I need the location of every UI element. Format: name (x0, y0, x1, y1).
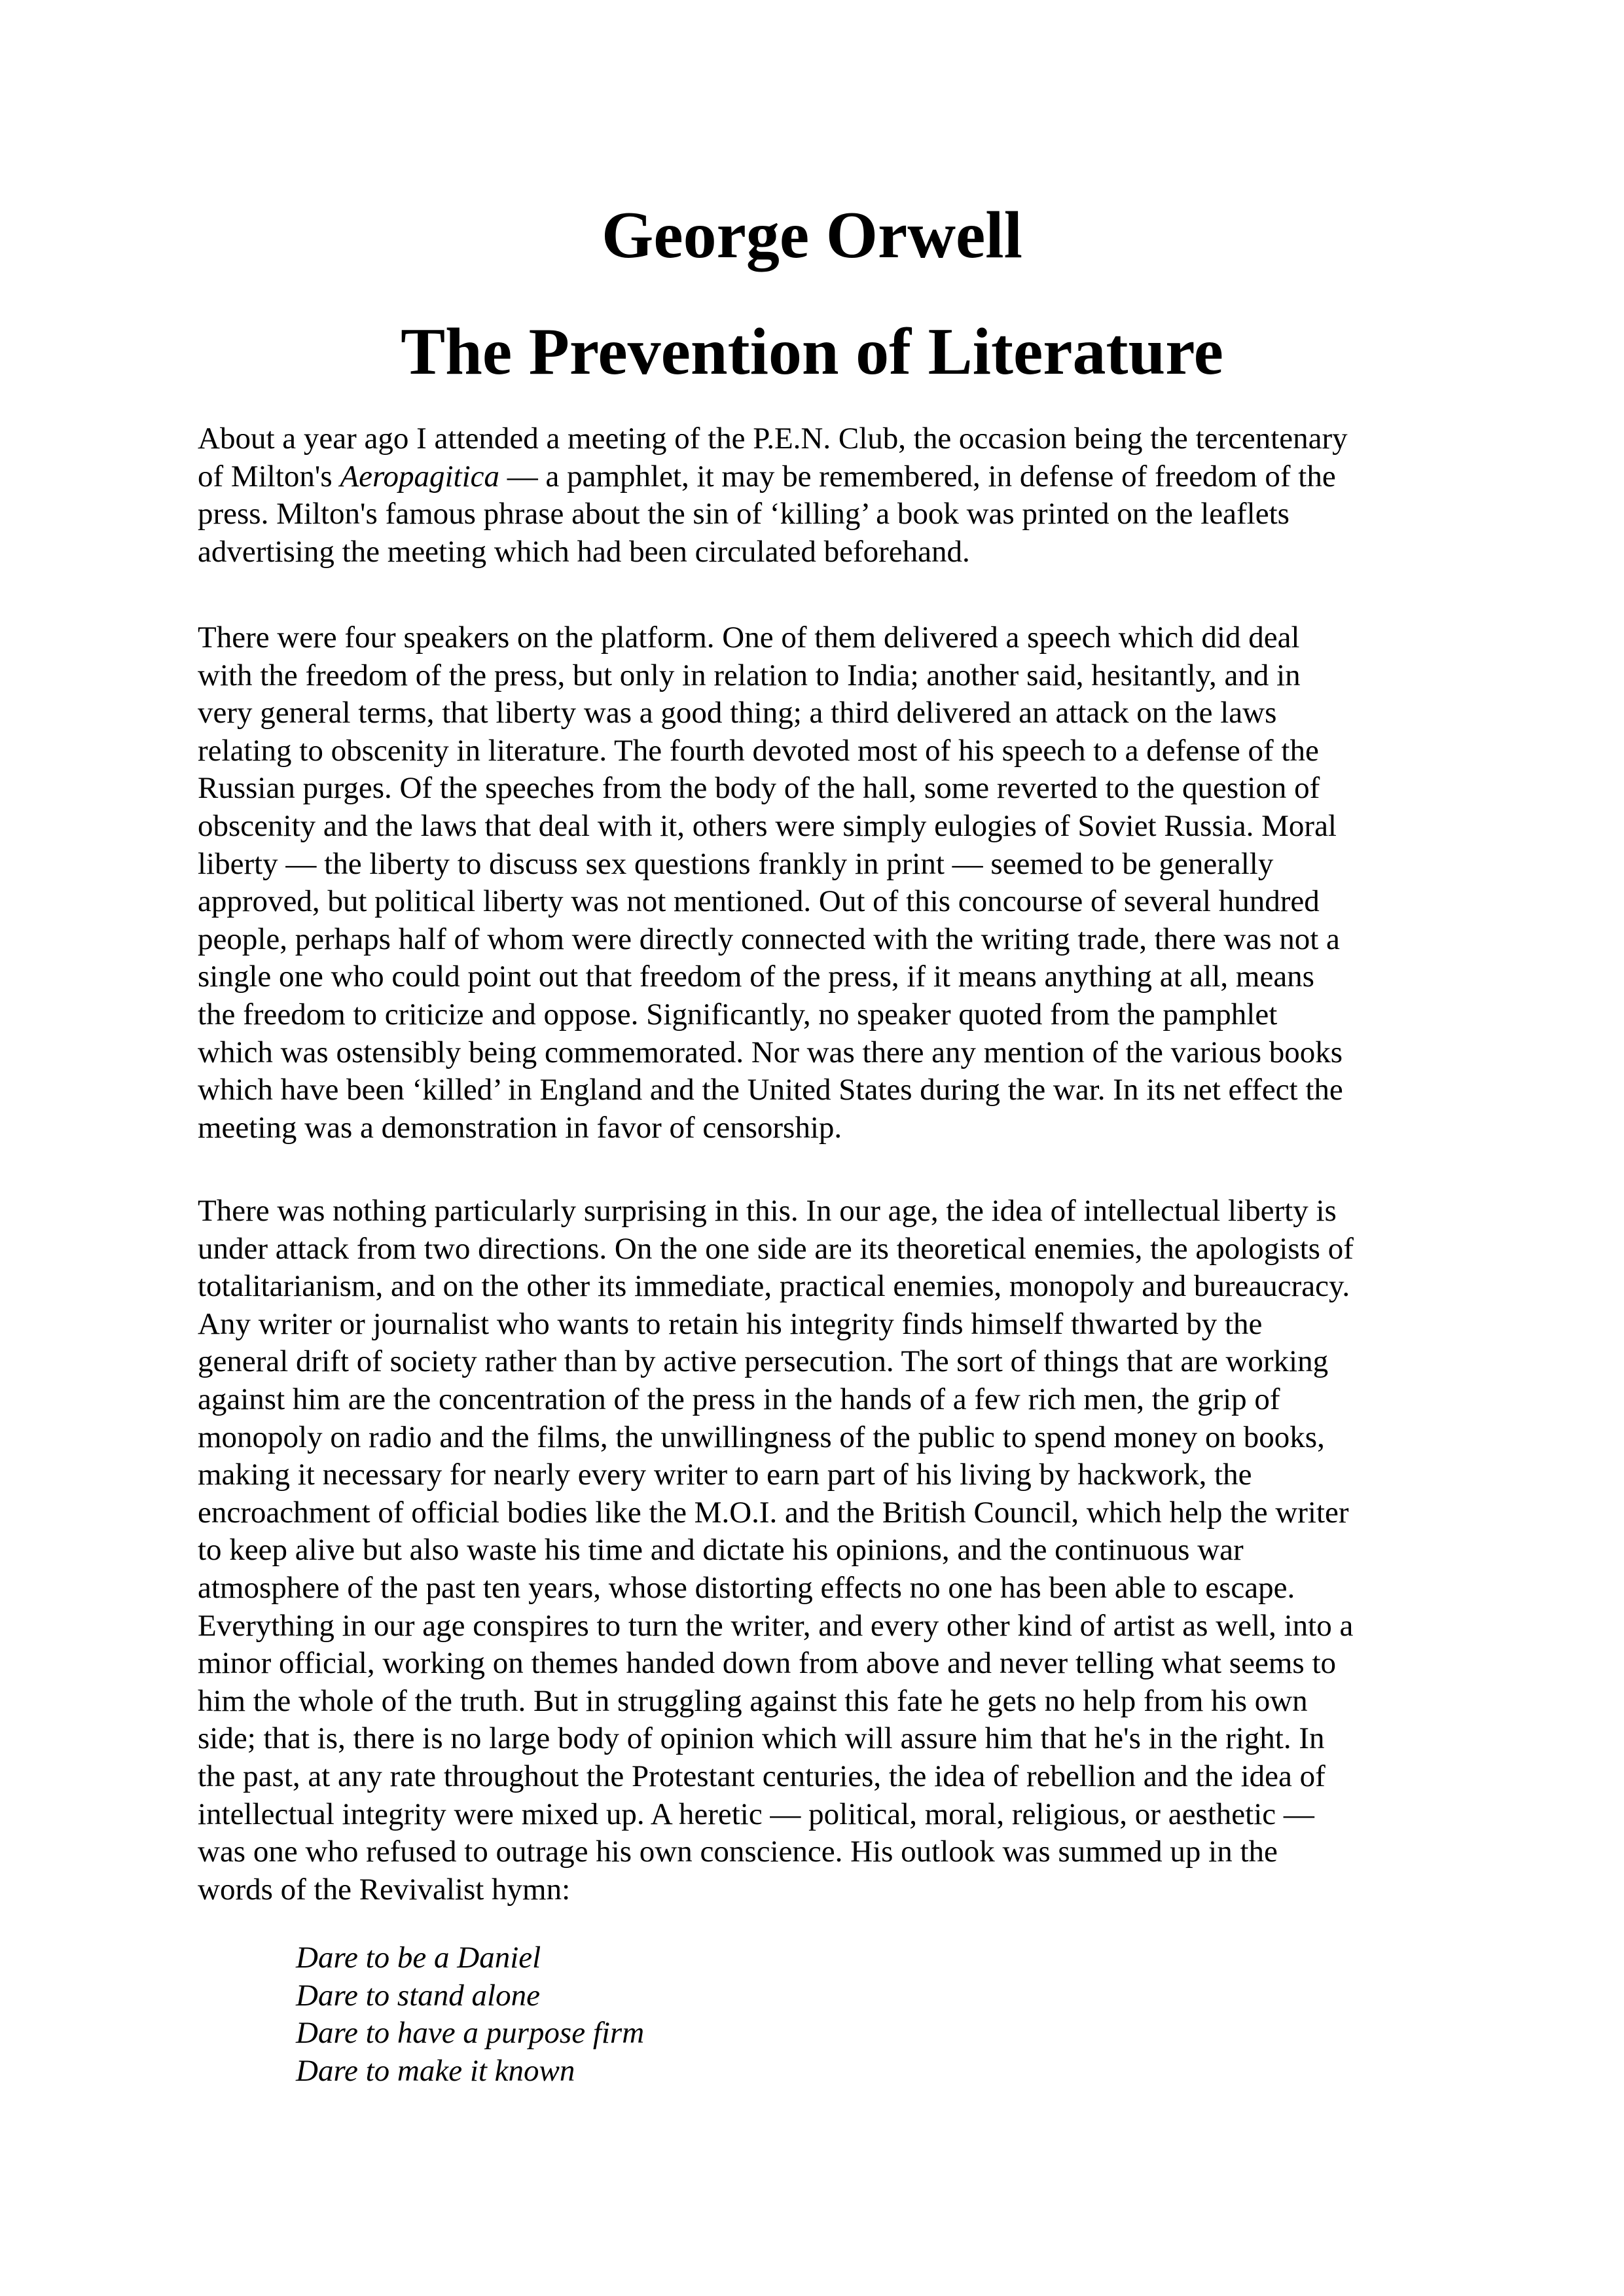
paragraph-line: There were four speakers on the platform. One of them delivered a speech which did deal (198, 620, 1300, 655)
paragraph-line: Everything in our age conspires to turn the writer, and every other kind of artist as well, into a (198, 1608, 1354, 1643)
paragraph-1 (198, 420, 1441, 571)
paragraph-2 (198, 619, 1441, 1147)
hymn-line: Dare to make it known (296, 2053, 575, 2088)
paragraph-line: atmosphere of the past ten years, whose distorting effects no one has been able to escape. (198, 1570, 1295, 1605)
paragraph-line: encroachment of official bodies like the M.O.I. and the British Council, which help the writer (198, 1495, 1349, 1530)
paragraph-line: which was ostensibly being commemorated. Nor was there any mention of the various books (198, 1035, 1343, 1069)
essay-title-heading: The Prevention of Literature (401, 315, 1223, 389)
paragraph-line: Any writer or journalist who wants to retain his integrity finds himself thwarted by the (198, 1306, 1263, 1341)
hymn-quote (296, 1939, 644, 2090)
paragraph-line: There was nothing particularly surprising in this. In our age, the idea of intellectual liberty is (198, 1194, 1337, 1228)
paragraph-line: approved, but political liberty was not mentioned. Out of this concourse of several hundred (198, 884, 1320, 919)
paragraph-line: Russian purges. Of the speeches from the body of the hall, some reverted to the question of (198, 771, 1320, 806)
paragraph-line: relating to obscenity in literature. The fourth devoted most of his speech to a defense of the (198, 733, 1319, 768)
hymn-line: Dare to have a purpose firm (296, 2016, 645, 2051)
paragraph-line: to keep alive but also waste his time and dictate his opinions, and the continuous war (198, 1533, 1244, 1568)
paragraph-line: very general terms, that liberty was a good thing; a third delivered an attack on the laws (198, 696, 1277, 730)
paragraph-line: making it necessary for nearly every writer to earn part of his living by hackwork, the (198, 1458, 1252, 1492)
paragraph-line: with the freedom of the press, but only in relation to India; another said, hesitantly, and in (198, 658, 1301, 692)
paragraph-line: words of the Revivalist hymn: (198, 1872, 571, 1907)
paragraph-line: was one who refused to outrage his own conscience. His outlook was summed up in the (198, 1835, 1278, 1869)
paragraph-line: liberty — the liberty to discuss sex questions frankly in print — seemed to be generally (198, 846, 1274, 881)
paragraph-line: intellectual integrity were mixed up. A heretic — political, moral, religious, or aesthetic — (198, 1797, 1314, 1831)
paragraph-line: side; that is, there is no large body of opinion which will assure him that he's in the right. In (198, 1721, 1325, 1756)
hymn-line: Dare to stand alone (296, 1978, 540, 2013)
paragraph-line: minor official, working on themes handed down from above and never telling what seems to (198, 1646, 1336, 1681)
author-heading: George Orwell (602, 198, 1022, 272)
paragraph-line: under attack from two directions. On the one side are its theoretical enemies, the apologists of (198, 1231, 1354, 1266)
paragraph-line: advertising the meeting which had been circulated beforehand. (198, 534, 970, 569)
paragraph-line: the freedom to criticize and oppose. Significantly, no speaker quoted from the pamphlet (198, 997, 1278, 1031)
paragraph-line (198, 458, 1441, 496)
paragraph-line: obscenity and the laws that deal with it, others were simply eulogies of Soviet Russia. Moral (198, 808, 1337, 843)
paragraph-line: general drift of society rather than by active persecution. The sort of things that are working (198, 1344, 1329, 1379)
hymn-line: Dare to be a Daniel (296, 1941, 541, 1975)
paragraph-line: About a year ago I attended a meeting of the P.E.N. Club, the occasion being the tercentenary (198, 422, 1348, 456)
paragraph-line: him the whole of the truth. But in struggling against this fate he gets no help from his own (198, 1683, 1308, 1718)
paragraph-line: against him are the concentration of the press in the hands of a few rich men, the grip of (198, 1382, 1280, 1416)
work-title: Aeropagitica (340, 459, 500, 493)
paragraph-line: single one who could point out that freedom of the press, if it means anything at all, means (198, 960, 1314, 994)
line-text: — a pamphlet, it may be remembered, in defense of freedom of the (499, 459, 1336, 493)
paragraph-line: the past, at any rate throughout the Protestant centuries, the idea of rebellion and the idea of (198, 1759, 1326, 1793)
paragraph-3 (198, 1193, 1441, 1909)
paragraph-line: which have been ‘killed’ in England and the United States during the war. In its net effect the (198, 1073, 1343, 1107)
line-text: of Milton's (198, 459, 340, 493)
paragraph-line: press. Milton's famous phrase about the sin of ‘killing’ a book was printed on the leaflets (198, 497, 1290, 531)
paragraph-line: totalitarianism, and on the other its immediate, practical enemies, monopoly and bureaucracy. (198, 1269, 1350, 1304)
paragraph-line: people, perhaps half of whom were directly connected with the writing trade, there was not a (198, 922, 1340, 956)
paragraph-line: meeting was a demonstration in favor of censorship. (198, 1110, 842, 1145)
paragraph-line: monopoly on radio and the films, the unwillingness of the public to spend money on books, (198, 1420, 1325, 1454)
